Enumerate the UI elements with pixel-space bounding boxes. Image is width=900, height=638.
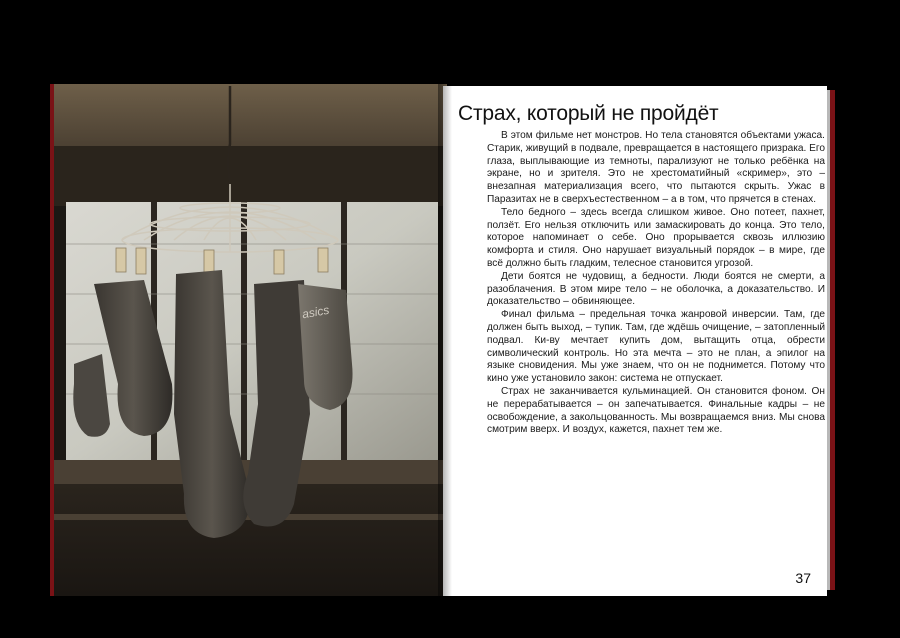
book-spread [50,84,840,602]
page-edge [827,90,835,590]
socks-drying-rack-photo [54,84,447,596]
svg-text:asics: asics [300,302,331,322]
paragraph-2: Тело бедного – здесь всегда слишком живое. Оно потеет, пахнет, ползёт. Его нельзя отключить или замаскировать до конца. Это тело, которое напоминает о себе. Оно прорывается сквозь иллюзию комфорта и стиля. Оно нарушает визуальный порядок – в мире, где всё должно быть гладким, телесное становится угрозой. [487,206,825,269]
article-body [487,130,825,437]
right-page [443,86,827,596]
page-number: 37 [795,570,811,586]
paragraph-3: Дети боятся не чудовищ, а бедности. Люди боятся не смерти, а разоблачения. В этом мире тело – не оболочка, а доказательство. И доказательство – обвиняющее. [487,270,825,308]
paragraph-5: Страх не заканчивается кульминацией. Он становится фоном. Он не перерабатывается – он запечатывается. Финальные кадры – не освобождение, а закольцованность. Мы возвращаемся вниз. Мы снова смотрим вверх. И воздух, кажется, пахнет тем же. [487,385,825,436]
page-title: Страх, который не пройдёт [458,102,719,125]
paragraph-1: В этом фильме нет монстров. Но тела становятся объектами ужаса. Старик, живущий в подвале, превращается в настоящего призрака. Его глаза, выплывающие из темноты, парализуют не только ребёнка на экране, но и зрителя. Это не хрестоматийный «скример», это – внезапная материализация всего, что пытаются скрыть. Ужас в Паразитах не в сверхъестественном – а в том, что прячется в стенах. [487,130,825,205]
left-page [50,84,447,596]
paragraph-4: Финал фильма – предельная точка жанровой инверсии. Там, где должен быть выход, – тупик. Там, где ждёшь очищение, – затопленный подвал. Ки-ву мечтает купить дом, вытащить отца, обрести символический контроль. Но эта мечта – это не план, а эпилог на языке сновидения. Мы уже знаем, что он не поднимется. Потому что кино уже установило закон: система не отпускает. [487,309,825,385]
